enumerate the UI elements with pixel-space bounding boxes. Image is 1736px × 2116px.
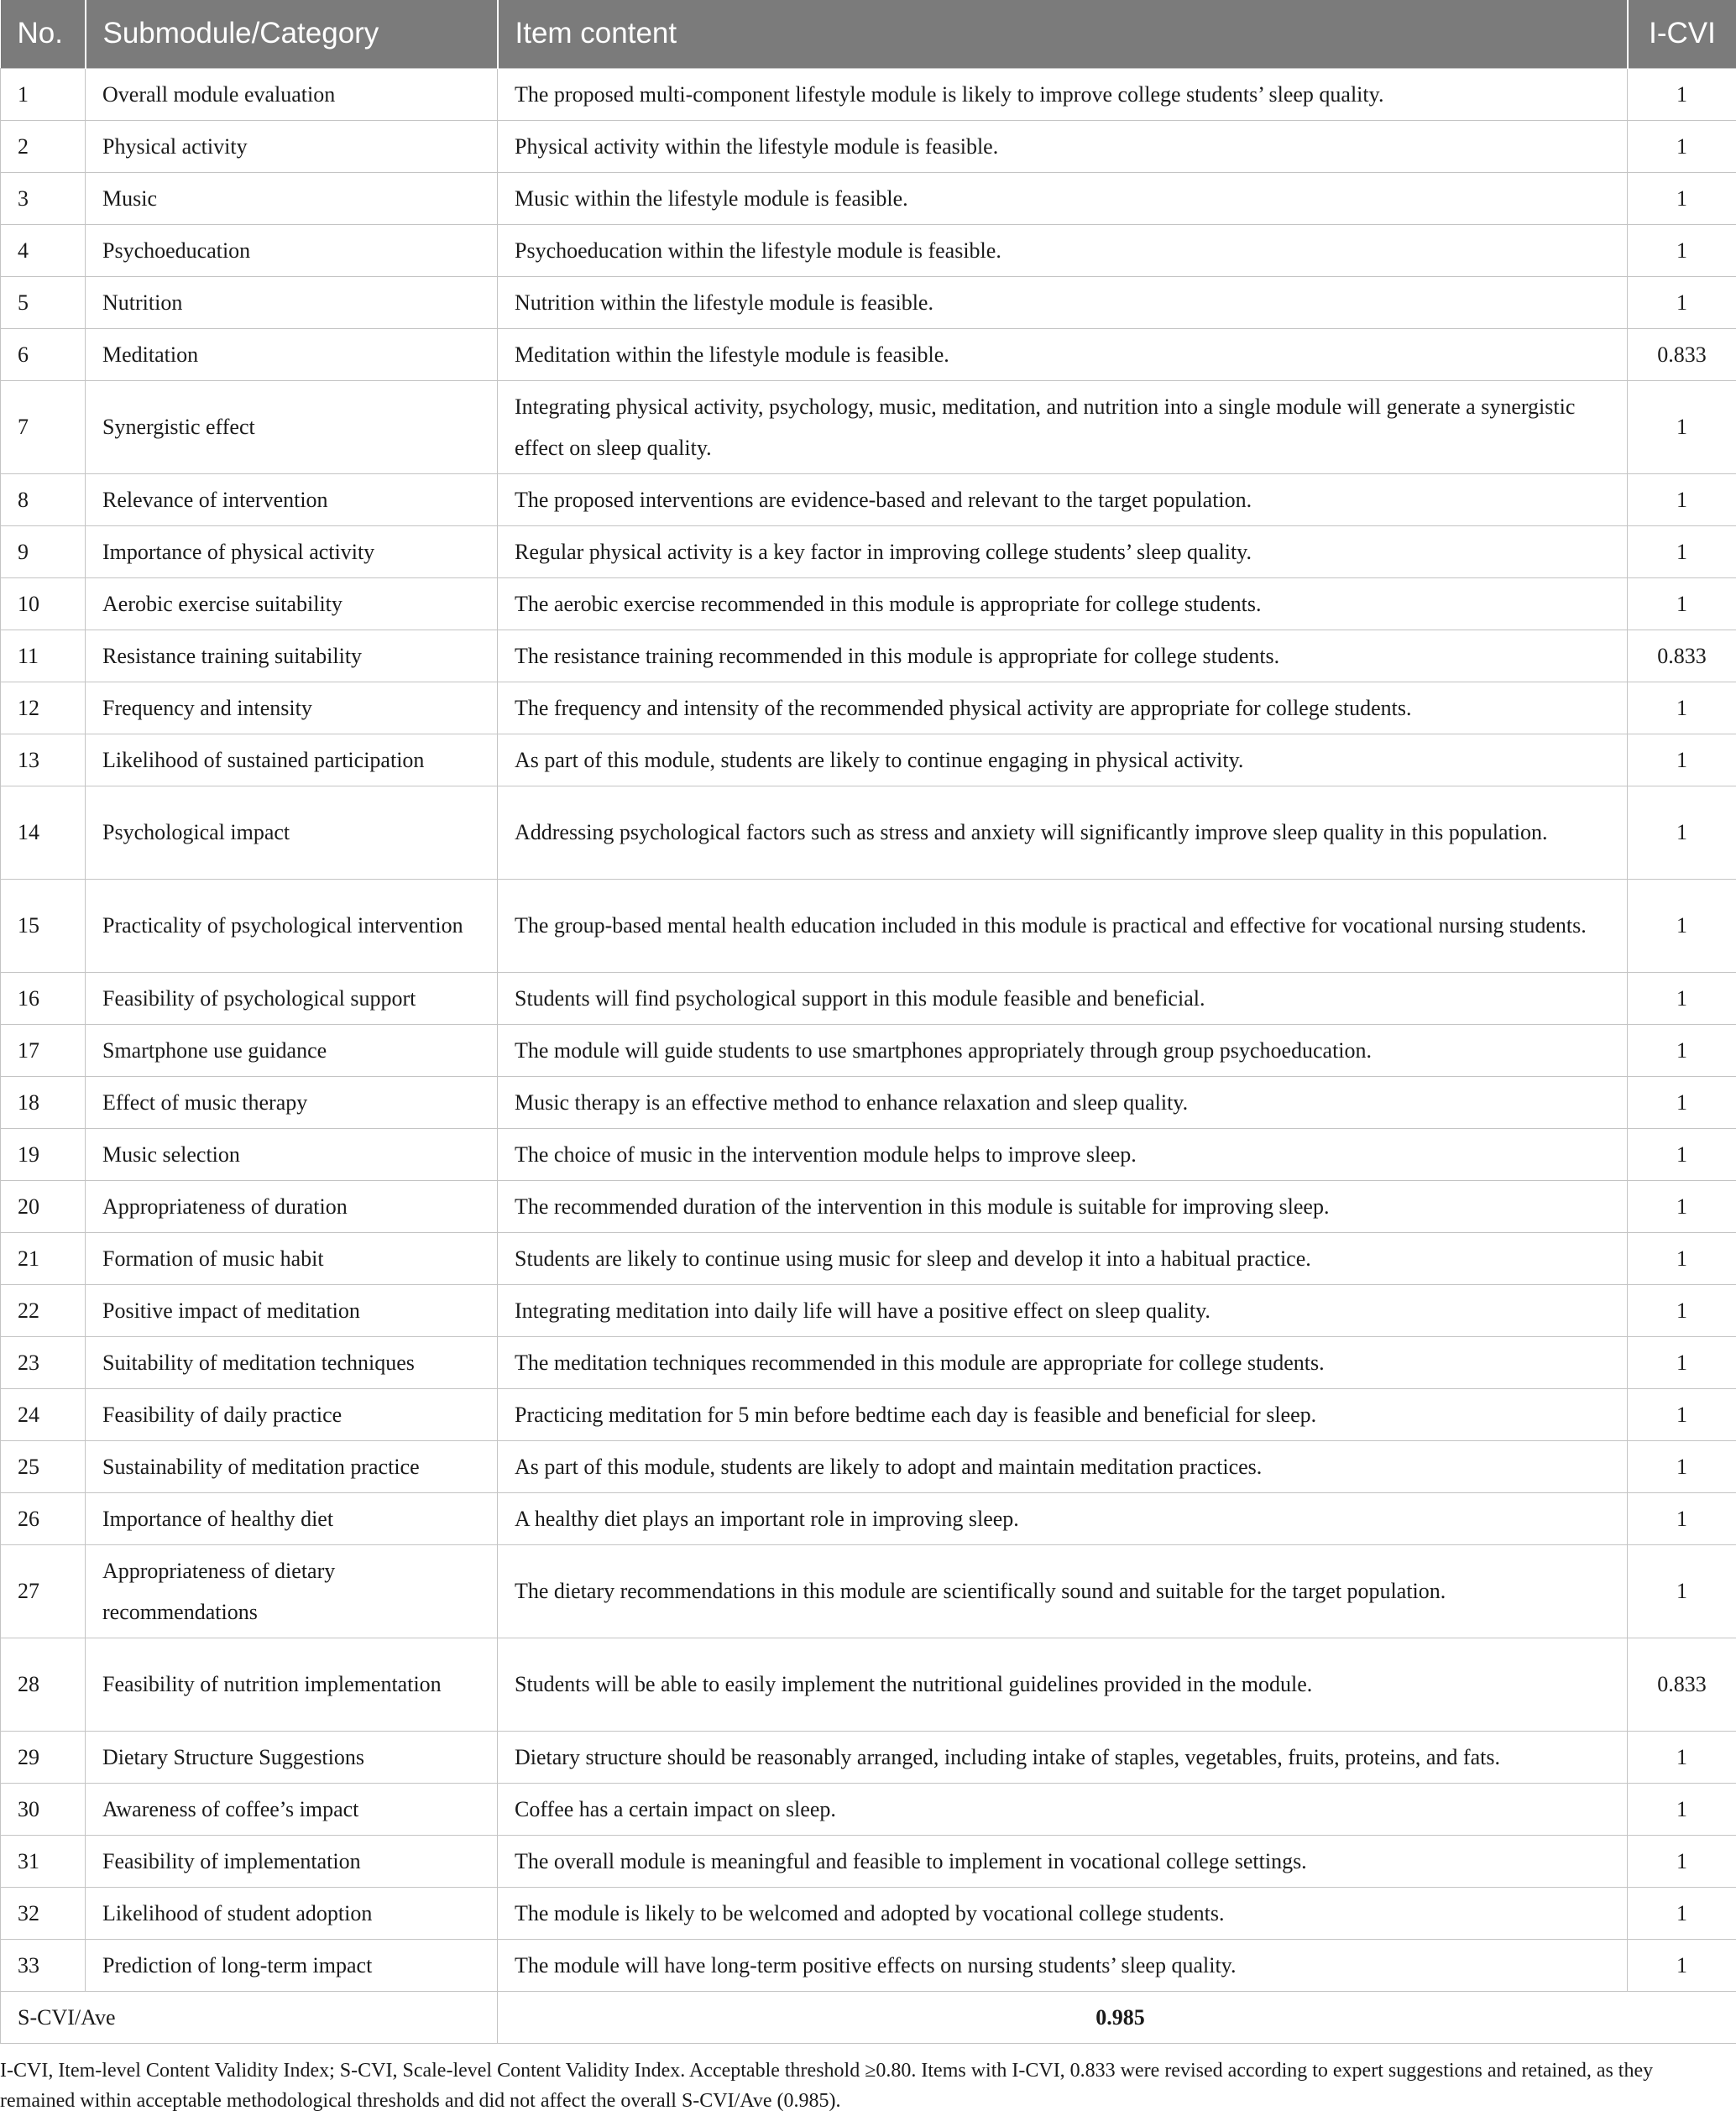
row-icvi-value: 1 bbox=[1628, 68, 1736, 120]
row-category: Prediction of long-term impact bbox=[86, 1939, 498, 1991]
row-number: 15 bbox=[1, 879, 86, 972]
table-row bbox=[1, 1440, 1736, 1492]
row-item-content: The dietary recommendations in this module are scientifically sound and suitable for the target population. bbox=[498, 1544, 1628, 1638]
table-row bbox=[1, 1024, 1736, 1076]
table-body bbox=[1, 68, 1736, 1991]
row-category: Feasibility of psychological support bbox=[86, 972, 498, 1024]
row-category: Feasibility of implementation bbox=[86, 1835, 498, 1887]
row-item-content: The frequency and intensity of the recommended physical activity are appropriate for college students. bbox=[498, 682, 1628, 734]
row-item-content: Psychoeducation within the lifestyle module is feasible. bbox=[498, 224, 1628, 276]
row-item-content: As part of this module, students are likely to adopt and maintain meditation practices. bbox=[498, 1440, 1628, 1492]
row-number: 29 bbox=[1, 1731, 86, 1783]
row-category: Suitability of meditation techniques bbox=[86, 1336, 498, 1388]
row-category: Nutrition bbox=[86, 276, 498, 328]
row-icvi-value: 1 bbox=[1628, 682, 1736, 734]
row-icvi-value: 1 bbox=[1628, 734, 1736, 786]
row-category: Positive impact of meditation bbox=[86, 1284, 498, 1336]
header-no: No. bbox=[1, 0, 86, 68]
row-item-content: Coffee has a certain impact on sleep. bbox=[498, 1783, 1628, 1835]
row-number: 17 bbox=[1, 1024, 86, 1076]
row-category: Music bbox=[86, 172, 498, 224]
row-number: 21 bbox=[1, 1232, 86, 1284]
summary-value: 0.985 bbox=[498, 1991, 1736, 2043]
row-item-content: A healthy diet plays an important role in improving sleep. bbox=[498, 1492, 1628, 1544]
row-category: Meditation bbox=[86, 328, 498, 380]
table-row bbox=[1, 68, 1736, 120]
row-icvi-value: 1 bbox=[1628, 120, 1736, 172]
row-category: Importance of healthy diet bbox=[86, 1492, 498, 1544]
table-row bbox=[1, 1180, 1736, 1232]
row-item-content: As part of this module, students are likely to continue engaging in physical activity. bbox=[498, 734, 1628, 786]
row-item-content: The choice of music in the intervention module helps to improve sleep. bbox=[498, 1128, 1628, 1180]
row-category: Feasibility of nutrition implementation bbox=[86, 1638, 498, 1731]
table-row bbox=[1, 1284, 1736, 1336]
row-number: 6 bbox=[1, 328, 86, 380]
row-item-content: Students are likely to continue using music for sleep and develop it into a habitual practice. bbox=[498, 1232, 1628, 1284]
row-icvi-value: 1 bbox=[1628, 786, 1736, 879]
row-category: Awareness of coffee’s impact bbox=[86, 1783, 498, 1835]
table-row bbox=[1, 972, 1736, 1024]
summary-label: S-CVI/Ave bbox=[1, 1991, 498, 2043]
row-item-content: Nutrition within the lifestyle module is feasible. bbox=[498, 276, 1628, 328]
row-number: 23 bbox=[1, 1336, 86, 1388]
row-number: 19 bbox=[1, 1128, 86, 1180]
table-row bbox=[1, 1336, 1736, 1388]
row-category: Overall module evaluation bbox=[86, 68, 498, 120]
table-row bbox=[1, 1731, 1736, 1783]
table-row bbox=[1, 734, 1736, 786]
row-number: 7 bbox=[1, 380, 86, 473]
row-category: Relevance of intervention bbox=[86, 473, 498, 525]
table-row bbox=[1, 473, 1736, 525]
row-icvi-value: 1 bbox=[1628, 1939, 1736, 1991]
row-number: 12 bbox=[1, 682, 86, 734]
row-icvi-value: 1 bbox=[1628, 224, 1736, 276]
row-number: 13 bbox=[1, 734, 86, 786]
row-item-content: The recommended duration of the intervention in this module is suitable for improving sleep. bbox=[498, 1180, 1628, 1232]
row-category: Psychoeducation bbox=[86, 224, 498, 276]
header-category: Submodule/Category bbox=[86, 0, 498, 68]
row-item-content: Students will be able to easily implement the nutritional guidelines provided in the module. bbox=[498, 1638, 1628, 1731]
table-row bbox=[1, 525, 1736, 577]
table-row bbox=[1, 1835, 1736, 1887]
header-item-content: Item content bbox=[498, 0, 1628, 68]
row-category: Physical activity bbox=[86, 120, 498, 172]
row-number: 22 bbox=[1, 1284, 86, 1336]
row-category: Psychological impact bbox=[86, 786, 498, 879]
row-number: 8 bbox=[1, 473, 86, 525]
row-number: 11 bbox=[1, 630, 86, 682]
row-icvi-value: 1 bbox=[1628, 276, 1736, 328]
row-icvi-value: 1 bbox=[1628, 1076, 1736, 1128]
row-category: Practicality of psychological intervention bbox=[86, 879, 498, 972]
row-icvi-value: 1 bbox=[1628, 1544, 1736, 1638]
row-category: Music selection bbox=[86, 1128, 498, 1180]
row-category: Aerobic exercise suitability bbox=[86, 577, 498, 630]
row-number: 33 bbox=[1, 1939, 86, 1991]
table-row bbox=[1, 1128, 1736, 1180]
row-number: 31 bbox=[1, 1835, 86, 1887]
row-item-content: Addressing psychological factors such as stress and anxiety will significantly improve sleep quality in this population. bbox=[498, 786, 1628, 879]
header-icvi: I-CVI bbox=[1628, 0, 1736, 68]
row-number: 20 bbox=[1, 1180, 86, 1232]
row-number: 4 bbox=[1, 224, 86, 276]
row-number: 26 bbox=[1, 1492, 86, 1544]
table-row bbox=[1, 120, 1736, 172]
table-row bbox=[1, 276, 1736, 328]
row-icvi-value: 1 bbox=[1628, 1388, 1736, 1440]
row-number: 10 bbox=[1, 577, 86, 630]
row-number: 27 bbox=[1, 1544, 86, 1638]
row-icvi-value: 1 bbox=[1628, 1336, 1736, 1388]
row-icvi-value: 1 bbox=[1628, 1783, 1736, 1835]
row-icvi-value: 1 bbox=[1628, 1492, 1736, 1544]
row-icvi-value: 1 bbox=[1628, 525, 1736, 577]
row-category: Synergistic effect bbox=[86, 380, 498, 473]
row-category: Frequency and intensity bbox=[86, 682, 498, 734]
row-item-content: The module will guide students to use smartphones appropriately through group psychoeducation. bbox=[498, 1024, 1628, 1076]
row-number: 3 bbox=[1, 172, 86, 224]
table-row bbox=[1, 380, 1736, 473]
row-item-content: Meditation within the lifestyle module is feasible. bbox=[498, 328, 1628, 380]
row-item-content: The resistance training recommended in this module is appropriate for college students. bbox=[498, 630, 1628, 682]
row-number: 1 bbox=[1, 68, 86, 120]
row-icvi-value: 1 bbox=[1628, 577, 1736, 630]
table-row bbox=[1, 786, 1736, 879]
row-item-content: The proposed interventions are evidence-based and relevant to the target population. bbox=[498, 473, 1628, 525]
row-icvi-value: 1 bbox=[1628, 380, 1736, 473]
row-number: 25 bbox=[1, 1440, 86, 1492]
row-number: 18 bbox=[1, 1076, 86, 1128]
row-icvi-value: 1 bbox=[1628, 1128, 1736, 1180]
row-category: Likelihood of sustained participation bbox=[86, 734, 498, 786]
row-category: Appropriateness of dietary recommendations bbox=[86, 1544, 498, 1638]
row-category: Dietary Structure Suggestions bbox=[86, 1731, 498, 1783]
row-icvi-value: 0.833 bbox=[1628, 630, 1736, 682]
row-category: Importance of physical activity bbox=[86, 525, 498, 577]
summary-row bbox=[1, 1991, 1736, 2043]
row-icvi-value: 1 bbox=[1628, 1731, 1736, 1783]
row-icvi-value: 1 bbox=[1628, 879, 1736, 972]
table-row bbox=[1, 1388, 1736, 1440]
row-icvi-value: 1 bbox=[1628, 1835, 1736, 1887]
row-item-content: The proposed multi-component lifestyle module is likely to improve college students’ sleep quality. bbox=[498, 68, 1628, 120]
table-header bbox=[1, 0, 1736, 68]
row-number: 2 bbox=[1, 120, 86, 172]
table-row bbox=[1, 1492, 1736, 1544]
row-icvi-value: 1 bbox=[1628, 1887, 1736, 1939]
row-category: Feasibility of daily practice bbox=[86, 1388, 498, 1440]
row-category: Likelihood of student adoption bbox=[86, 1887, 498, 1939]
row-icvi-value: 1 bbox=[1628, 1232, 1736, 1284]
table-row bbox=[1, 328, 1736, 380]
table-row bbox=[1, 1887, 1736, 1939]
table-row bbox=[1, 1783, 1736, 1835]
table-footnote: I-CVI, Item-level Content Validity Index; S-CVI, Scale-level Content Validity Index. Acceptable threshold ≥0.80. Items with I-CVI, 0.833 were revised according to expert suggestions and retained, as they remained within acceptable methodological thresholds and did not affect the overall S-CVI/Ave (0.985). bbox=[0, 2044, 1721, 2116]
row-icvi-value: 1 bbox=[1628, 1180, 1736, 1232]
row-icvi-value: 1 bbox=[1628, 1024, 1736, 1076]
row-icvi-value: 1 bbox=[1628, 972, 1736, 1024]
row-icvi-value: 1 bbox=[1628, 1440, 1736, 1492]
table-row bbox=[1, 577, 1736, 630]
row-number: 28 bbox=[1, 1638, 86, 1731]
row-icvi-value: 1 bbox=[1628, 473, 1736, 525]
row-icvi-value: 1 bbox=[1628, 1284, 1736, 1336]
row-number: 16 bbox=[1, 972, 86, 1024]
row-item-content: Integrating physical activity, psychology, music, meditation, and nutrition into a single module will generate a synergistic effect on sleep quality. bbox=[498, 380, 1628, 473]
table-row bbox=[1, 682, 1736, 734]
row-item-content: The meditation techniques recommended in this module are appropriate for college students. bbox=[498, 1336, 1628, 1388]
row-item-content: The module will have long-term positive effects on nursing students’ sleep quality. bbox=[498, 1939, 1628, 1991]
row-item-content: Students will find psychological support in this module feasible and beneficial. bbox=[498, 972, 1628, 1024]
row-category: Resistance training suitability bbox=[86, 630, 498, 682]
row-item-content: Dietary structure should be reasonably arranged, including intake of staples, vegetables, fruits, proteins, and fats. bbox=[498, 1731, 1628, 1783]
table-row bbox=[1, 630, 1736, 682]
row-number: 9 bbox=[1, 525, 86, 577]
row-category: Smartphone use guidance bbox=[86, 1024, 498, 1076]
row-number: 30 bbox=[1, 1783, 86, 1835]
row-item-content: Music within the lifestyle module is feasible. bbox=[498, 172, 1628, 224]
table-row bbox=[1, 224, 1736, 276]
row-number: 24 bbox=[1, 1388, 86, 1440]
row-category: Appropriateness of duration bbox=[86, 1180, 498, 1232]
table-row bbox=[1, 1638, 1736, 1731]
row-category: Formation of music habit bbox=[86, 1232, 498, 1284]
row-category: Sustainability of meditation practice bbox=[86, 1440, 498, 1492]
row-number: 32 bbox=[1, 1887, 86, 1939]
row-category: Effect of music therapy bbox=[86, 1076, 498, 1128]
row-item-content: Practicing meditation for 5 min before bedtime each day is feasible and beneficial for sleep. bbox=[498, 1388, 1628, 1440]
row-item-content: Integrating meditation into daily life will have a positive effect on sleep quality. bbox=[498, 1284, 1628, 1336]
table-summary bbox=[1, 1991, 1736, 2043]
row-item-content: Music therapy is an effective method to enhance relaxation and sleep quality. bbox=[498, 1076, 1628, 1128]
row-item-content: The aerobic exercise recommended in this module is appropriate for college students. bbox=[498, 577, 1628, 630]
row-icvi-value: 0.833 bbox=[1628, 1638, 1736, 1731]
table-row bbox=[1, 172, 1736, 224]
row-icvi-value: 0.833 bbox=[1628, 328, 1736, 380]
row-number: 5 bbox=[1, 276, 86, 328]
row-item-content: The module is likely to be welcomed and adopted by vocational college students. bbox=[498, 1887, 1628, 1939]
row-item-content: Physical activity within the lifestyle module is feasible. bbox=[498, 120, 1628, 172]
table-row bbox=[1, 1076, 1736, 1128]
table-row bbox=[1, 1939, 1736, 1991]
row-item-content: The group-based mental health education included in this module is practical and effective for vocational nursing students. bbox=[498, 879, 1628, 972]
row-item-content: Regular physical activity is a key factor in improving college students’ sleep quality. bbox=[498, 525, 1628, 577]
row-item-content: The overall module is meaningful and feasible to implement in vocational college settings. bbox=[498, 1835, 1628, 1887]
table-row bbox=[1, 879, 1736, 972]
table-row bbox=[1, 1544, 1736, 1638]
row-icvi-value: 1 bbox=[1628, 172, 1736, 224]
table-row bbox=[1, 1232, 1736, 1284]
row-number: 14 bbox=[1, 786, 86, 879]
